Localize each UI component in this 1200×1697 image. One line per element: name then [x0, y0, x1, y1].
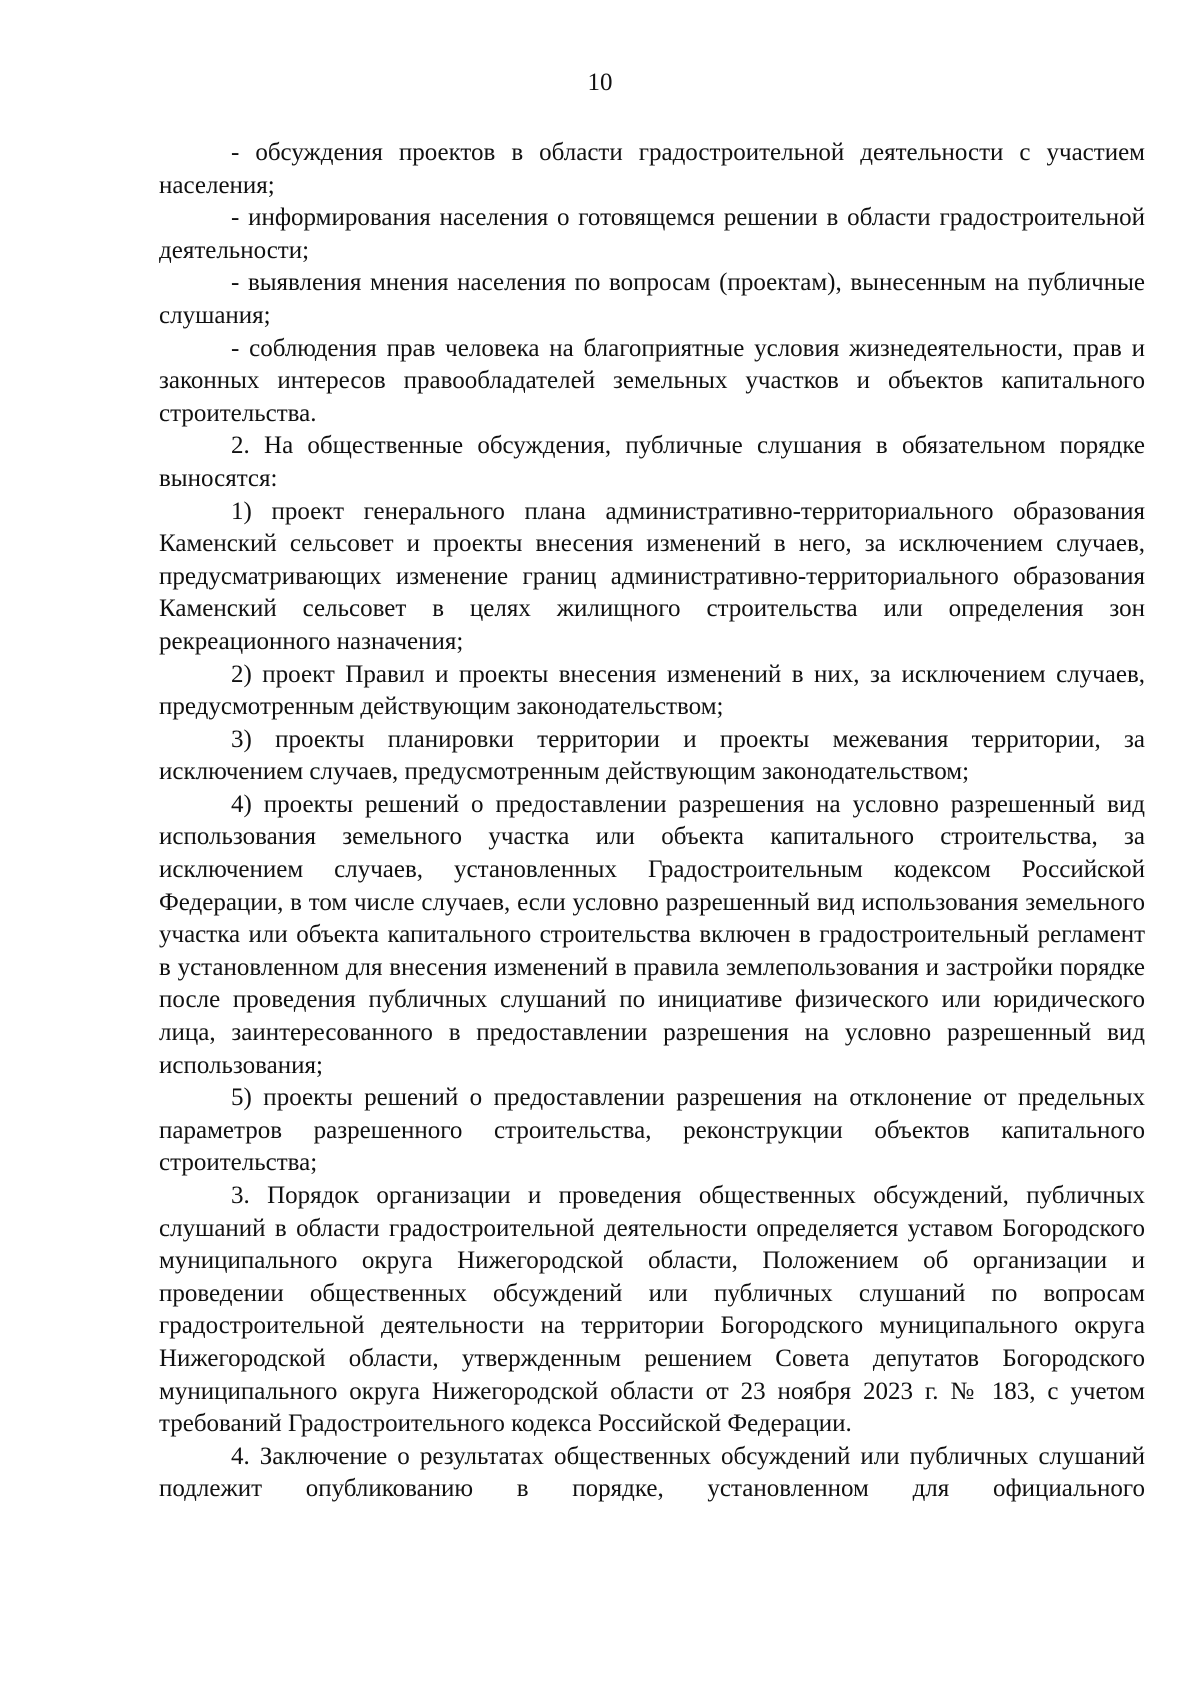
paragraph-item-5: 5) проекты решений о предоставлении разрешения на отклонение от предельных параметров разрешенного строительства, реконструкции объектов капитального строительства;: [159, 1084, 1145, 1177]
paragraph-public-opinion: - выявления мнения населения по вопросам (проектам), вынесенным на публичные слушания;: [159, 269, 1145, 329]
paragraph-item-3: 3) проекты планировки территории и проекты межевания территории, за исключением случаев, предусмотренным действующим законодательством;: [159, 725, 1145, 786]
document-body: [159, 137, 1145, 1506]
paragraph-human-rights: - соблюдения прав человека на благоприятные условия жизнедеятельности, прав и законных интересов правообладателей земельных участков и объектов капитального строительства.: [159, 334, 1145, 427]
paragraph-section-4: 4. Заключение о результатах общественных обсуждений или публичных слушаний подлежит опубликованию в порядке, установленном для официального: [159, 1442, 1145, 1503]
paragraph-section-2: 2. На общественные обсуждения, публичные слушания в обязательном порядке выносятся:: [159, 432, 1145, 492]
paragraph-informing-population: - информирования населения о готовящемся решении в области градостроительной деятельности;: [159, 204, 1145, 264]
paragraph-section-3: 3. Порядок организации и проведения общественных обсуждений, публичных слушаний в области градостроительной деятельности определяется уставом Богородского муниципального округа Нижегородской области, Положением об организации и проведении общественных обсуждений или публичных слушаний по вопросам градостроительной деятельности на территории Богородского муниципального округа Нижегородской области, утвержденным решением Совета депутатов Богородского муниципального округа Нижегородской области от 23 ноября 2023 г. № 183, с учетом требований Градостроительного кодекса Российской Федерации.: [159, 1182, 1145, 1438]
paragraph-item-4: 4) проекты решений о предоставлении разрешения на условно разрешенный вид использования земельного участка или объекта капитального строительства, за исключением случаев, установленных Градостроительным кодексом Российской Федерации, в том числе случаев, если условно разрешенный вид использования земельного участка или объекта капитального строительства включен в градостроительный регламент в установленном для внесения изменений в правила землепользования и застройки порядке после проведения публичных слушаний по инициативе физического или юридического лица, заинтересованного в предоставлении разрешения на условно разрешенный вид использования;: [159, 790, 1145, 1079]
paragraph-item-2: 2) проект Правил и проекты внесения изменений в них, за исключением случаев, предусмотренным действующим законодательством;: [159, 660, 1145, 721]
paragraph-item-1: 1) проект генерального плана административно-территориального образования Каменский сельсовет и проекты внесения изменений в него, за исключением случаев, предусматривающих изменение границ административно-территориального образования Каменский сельсовет в целях жилищного строительства или определения зон рекреационного назначения;: [159, 497, 1145, 655]
page-number: 10: [587, 69, 613, 96]
paragraph-discussion-projects: - обсуждения проектов в области градостроительной деятельности с участием населения;: [159, 139, 1145, 199]
